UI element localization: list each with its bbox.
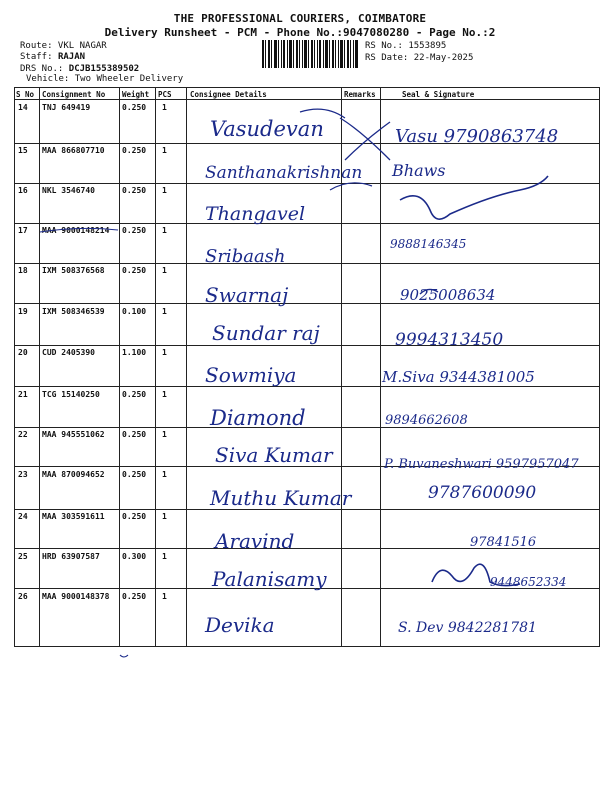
runsheet-title: Delivery Runsheet - PCM - Phone No.:9047080280 - Page No.:2 [104, 26, 496, 39]
row-weight: 0.250 [122, 146, 147, 155]
table-left-border [14, 87, 15, 647]
consignee-handwriting: Palanisamy [212, 567, 327, 591]
ink-scribble [120, 655, 128, 657]
table-top-border [14, 87, 600, 88]
row-weight: 0.250 [122, 430, 147, 439]
col-header-pcs: PCS [158, 90, 172, 99]
row-pcs: 1 [162, 592, 167, 601]
row-sno: 20 [18, 348, 28, 357]
row-weight: 0.250 [122, 226, 147, 235]
table-header-border [14, 99, 600, 100]
row-weight: 0.250 [122, 390, 147, 399]
consignee-handwriting: Sribaash [205, 246, 286, 267]
row-pcs: 1 [162, 552, 167, 561]
row-divider [14, 466, 600, 467]
row-sno: 22 [18, 430, 28, 439]
row-weight: 0.250 [122, 512, 147, 521]
row-pcs: 1 [162, 186, 167, 195]
consignee-handwriting: Aravind [215, 529, 295, 553]
row-sno: 21 [18, 390, 28, 399]
seal-handwriting: Vasu 9790863748 [395, 126, 559, 147]
consignee-handwriting: Devika [205, 613, 275, 637]
column-divider [380, 87, 381, 647]
row-consignment: TCG 15140250 [42, 390, 100, 399]
row-consignment: IXM 508346539 [42, 307, 105, 316]
row-weight: 0.250 [122, 470, 147, 479]
row-pcs: 1 [162, 512, 167, 521]
row-sno: 15 [18, 146, 28, 155]
row-sno: 19 [18, 307, 28, 316]
rs-number: RS No.: 1553895 [365, 41, 447, 51]
row-divider [14, 263, 600, 264]
ink-arrow-stroke [345, 122, 390, 160]
row-sno: 14 [18, 103, 28, 112]
row-weight: 0.250 [122, 592, 147, 601]
seal-handwriting: 9787600090 [428, 483, 537, 503]
staff-label: Staff: [20, 52, 58, 62]
consignee-handwriting: Santhanakrishnan [205, 163, 363, 183]
row-weight: 1.100 [122, 348, 147, 357]
consignee-handwriting: Siva Kumar [215, 443, 333, 467]
column-divider [39, 87, 40, 647]
row-consignment: CUD 2405390 [42, 348, 95, 357]
staff-line [20, 52, 85, 63]
seal-handwriting: Bhaws [392, 161, 446, 180]
column-divider [186, 87, 187, 647]
row-consignment: MAA 945551062 [42, 430, 105, 439]
seal-handwriting: P. Buvaneshwari 9597957047 [384, 457, 579, 472]
ink-scribble [300, 109, 345, 118]
row-sno: 24 [18, 512, 28, 521]
vehicle-label: Vehicle: Two Wheeler Delivery [26, 74, 184, 84]
consignee-handwriting: Muthu Kumar [210, 486, 352, 510]
table-bottom-border [14, 646, 600, 647]
consignee-handwriting: Sowmiya [205, 363, 297, 387]
route-label: Route: VKL NAGAR [20, 41, 107, 51]
row-divider [14, 345, 600, 346]
row-pcs: 1 [162, 307, 167, 316]
row-pcs: 1 [162, 390, 167, 399]
consignee-handwriting: Diamond [210, 406, 306, 430]
company-title: THE PROFESSIONAL COURIERS, COIMBATORE [173, 12, 427, 25]
row-consignment: MAA 870094652 [42, 470, 105, 479]
consignee-handwriting: Vasudevan [210, 117, 324, 141]
row-sno: 16 [18, 186, 28, 195]
consignee-handwriting: Thangavel [205, 203, 306, 225]
col-header-remarks: Remarks [344, 90, 376, 99]
seal-handwriting: M.Siva 9344381005 [382, 368, 535, 386]
barcode-icon [262, 40, 358, 68]
staff-value: RAJAN [57, 52, 86, 62]
row-consignment: MAA 9000148214 [42, 226, 110, 235]
row-consignment: HRD 63907587 [42, 552, 100, 561]
seal-handwriting: 9888146345 [390, 237, 467, 251]
row-weight: 0.250 [122, 103, 147, 112]
row-pcs: 1 [162, 430, 167, 439]
ink-scribble [420, 289, 438, 294]
column-divider [119, 87, 120, 647]
row-divider [14, 303, 600, 304]
row-consignment: IXM 508376568 [42, 266, 105, 275]
row-consignment: MAA 866807710 [42, 146, 105, 155]
rs-date: RS Date: 22-May-2025 [365, 53, 474, 63]
row-pcs: 1 [162, 146, 167, 155]
col-header-consignment: Consignment No [42, 90, 106, 99]
row-pcs: 1 [162, 103, 167, 112]
row-weight: 0.250 [122, 266, 147, 275]
drs-value: DCJB155389502 [68, 64, 140, 74]
col-header-seal: Seal & Signature [402, 90, 475, 99]
row-divider [14, 183, 600, 184]
col-header-consignee: Consignee Details [190, 90, 267, 99]
row-weight: 0.250 [122, 186, 147, 195]
row-sno: 18 [18, 266, 28, 275]
seal-handwriting: 97841516 [470, 535, 537, 550]
row-divider [14, 509, 600, 510]
row-pcs: 1 [162, 266, 167, 275]
seal-handwriting: 9894662608 [385, 413, 468, 428]
row-consignment: TNJ 649419 [42, 103, 91, 112]
row-divider [14, 223, 600, 224]
signature-scribble [432, 564, 520, 585]
row-pcs: 1 [162, 226, 167, 235]
row-pcs: 1 [162, 470, 167, 479]
row-pcs: 1 [162, 348, 167, 357]
col-header-sno: S No [16, 90, 35, 99]
column-divider [155, 87, 156, 647]
row-consignment: MAA 9000148378 [42, 592, 110, 601]
row-consignment: NKL 3546740 [42, 186, 95, 195]
row-consignment: MAA 303591611 [42, 512, 105, 521]
column-divider [341, 87, 342, 647]
seal-handwriting: 9994313450 [395, 330, 504, 350]
row-weight: 0.100 [122, 307, 147, 316]
row-sno: 25 [18, 552, 28, 561]
row-divider [14, 588, 600, 589]
seal-handwriting: 9025008634 [400, 286, 496, 304]
row-weight: 0.300 [122, 552, 147, 561]
row-divider [14, 548, 600, 549]
seal-handwriting: S. Dev 9842281781 [398, 620, 537, 636]
ink-arrow-stroke [340, 118, 390, 160]
row-sno: 23 [18, 470, 28, 479]
row-divider [14, 386, 600, 387]
consignee-handwriting: Sundar raj [212, 321, 320, 345]
row-divider [14, 427, 600, 428]
row-sno: 17 [18, 226, 28, 235]
col-header-weight: Weight [122, 90, 150, 99]
consignee-handwriting: Swarnaj [205, 283, 289, 307]
drs-label: DRS No.: [20, 64, 69, 74]
row-divider [14, 143, 600, 144]
row-sno: 26 [18, 592, 28, 601]
seal-handwriting: 9448652334 [490, 575, 567, 589]
